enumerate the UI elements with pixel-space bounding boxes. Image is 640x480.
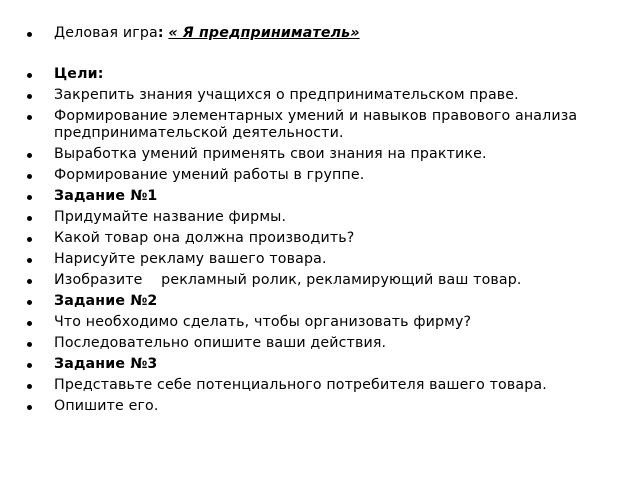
goal-item xyxy=(26,167,626,184)
task1-text: Какой товар она должна производить? xyxy=(54,230,355,246)
task2-heading-item xyxy=(26,293,626,310)
goals-heading: Цели: xyxy=(54,66,104,82)
bullet-icon xyxy=(27,363,32,368)
title-prefix: Деловая игра xyxy=(54,25,158,41)
task2-heading: Задание №2 xyxy=(54,293,158,309)
task3-item xyxy=(26,398,626,415)
task3-heading-item xyxy=(26,356,626,373)
bullet-icon xyxy=(27,321,32,326)
bullet-icon xyxy=(27,279,32,284)
goal-text: Формирование элементарных умений и навыков правового анализа предпринимательской деятельности. xyxy=(54,108,578,141)
task1-item xyxy=(26,230,626,247)
bullet-icon xyxy=(27,73,32,78)
bullet-icon xyxy=(27,300,32,305)
task1-item xyxy=(26,251,626,268)
task3-heading: Задание №3 xyxy=(54,356,158,372)
task1-text: Изобразите рекламный ролик, рекламирующий ваш товар. xyxy=(54,272,522,288)
task2-text: Последовательно опишите ваши действия. xyxy=(54,335,387,351)
bullet-icon xyxy=(27,174,32,179)
task2-text: Что необходимо сделать, чтобы организовать фирму? xyxy=(54,314,472,330)
game-name: « Я предприниматель» xyxy=(168,25,360,41)
goal-text: Выработка умений применять свои знания на практике. xyxy=(54,146,487,162)
goals-heading-item xyxy=(26,66,626,83)
task3-item xyxy=(26,377,626,394)
task3-text: Опишите его. xyxy=(54,398,159,414)
goal-text: Формирование умений работы в группе. xyxy=(54,167,365,183)
task3-text: Представьте себе потенциального потребителя вашего товара. xyxy=(54,377,547,393)
title-colon: : xyxy=(157,25,164,41)
bullet-icon xyxy=(27,153,32,158)
goal-item xyxy=(26,87,626,104)
task1-text: Придумайте название фирмы. xyxy=(54,209,287,225)
task2-item xyxy=(26,314,626,331)
bullet-icon xyxy=(27,342,32,347)
task1-item xyxy=(26,272,626,289)
bullet-icon xyxy=(27,94,32,99)
bullet-icon xyxy=(27,258,32,263)
title-item xyxy=(26,25,626,42)
bullet-icon xyxy=(27,384,32,389)
task2-item xyxy=(26,335,626,352)
goal-item xyxy=(26,146,626,163)
task1-item xyxy=(26,209,626,226)
task1-text: Нарисуйте рекламу вашего товара. xyxy=(54,251,327,267)
bullet-icon xyxy=(27,195,32,200)
bullet-icon xyxy=(27,115,32,120)
task1-heading-item xyxy=(26,188,626,205)
bullet-icon xyxy=(27,237,32,242)
bullet-icon xyxy=(27,32,32,37)
goal-item xyxy=(26,108,626,142)
bullet-icon xyxy=(27,216,32,221)
goal-text: Закрепить знания учащихся о предпринимательском праве. xyxy=(54,87,519,103)
bullet-icon xyxy=(27,405,32,410)
bullet-list xyxy=(26,25,626,419)
task1-heading: Задание №1 xyxy=(54,188,158,204)
